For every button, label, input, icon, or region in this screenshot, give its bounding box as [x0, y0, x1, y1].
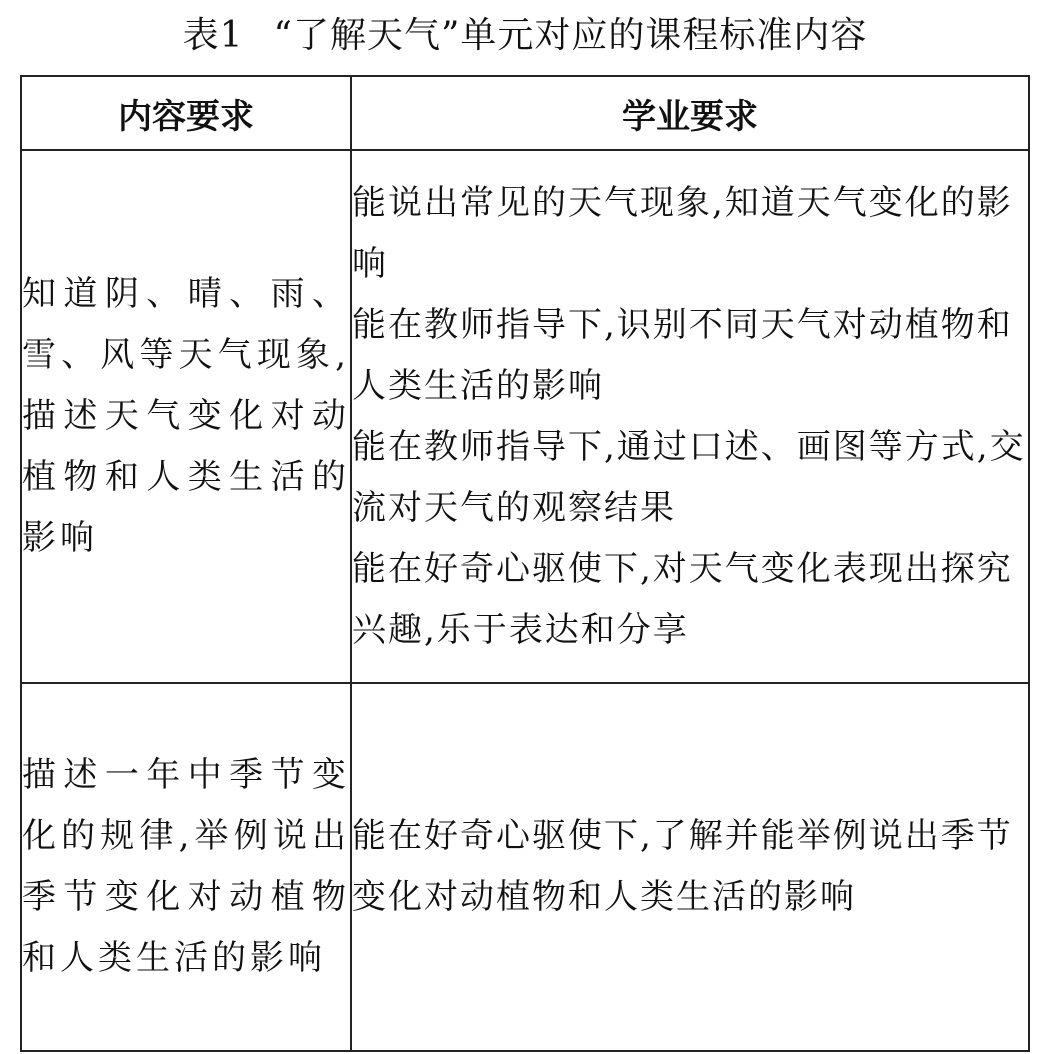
- requirement-item: 能在教师指导下,通过口述、画图等方式,交流对天气的观察结果: [352, 426, 1026, 528]
- table-header-row: [21, 76, 1029, 150]
- table-caption: [0, 8, 1050, 64]
- requirement-item: 能说出常见的天气现象,知道天气变化的影响: [352, 182, 1013, 284]
- content-requirement-cell: 描述一年中季节变化的规律,举例说出季节变化对动植物和人类生活的影响: [21, 683, 351, 1051]
- table-row: [21, 150, 1029, 683]
- header-content-requirements: 内容要求: [21, 76, 351, 150]
- academic-requirement-cell: [351, 150, 1029, 683]
- header-academic-requirements: 学业要求: [351, 76, 1029, 150]
- academic-requirement-cell: [351, 683, 1029, 1051]
- requirement-item: 能在教师指导下,识别不同天气对动植物和人类生活的影响: [352, 304, 1013, 406]
- curriculum-standard-table: [20, 75, 1030, 1052]
- table-number: 表1: [182, 15, 244, 56]
- table-title: “了解天气”单元对应的课程标准内容: [273, 15, 868, 56]
- table-row: [21, 683, 1029, 1051]
- content-requirement-cell: 知道阴、晴、雨、雪、风等天气现象,描述天气变化对动植物和人类生活的影响: [21, 150, 351, 683]
- requirement-item: 能在好奇心驱使下,对天气变化表现出探究兴趣,乐于表达和分享: [352, 548, 1013, 650]
- requirement-item: 能在好奇心驱使下,了解并能举例说出季节变化对动植物和人类生活的影响: [352, 816, 1013, 917]
